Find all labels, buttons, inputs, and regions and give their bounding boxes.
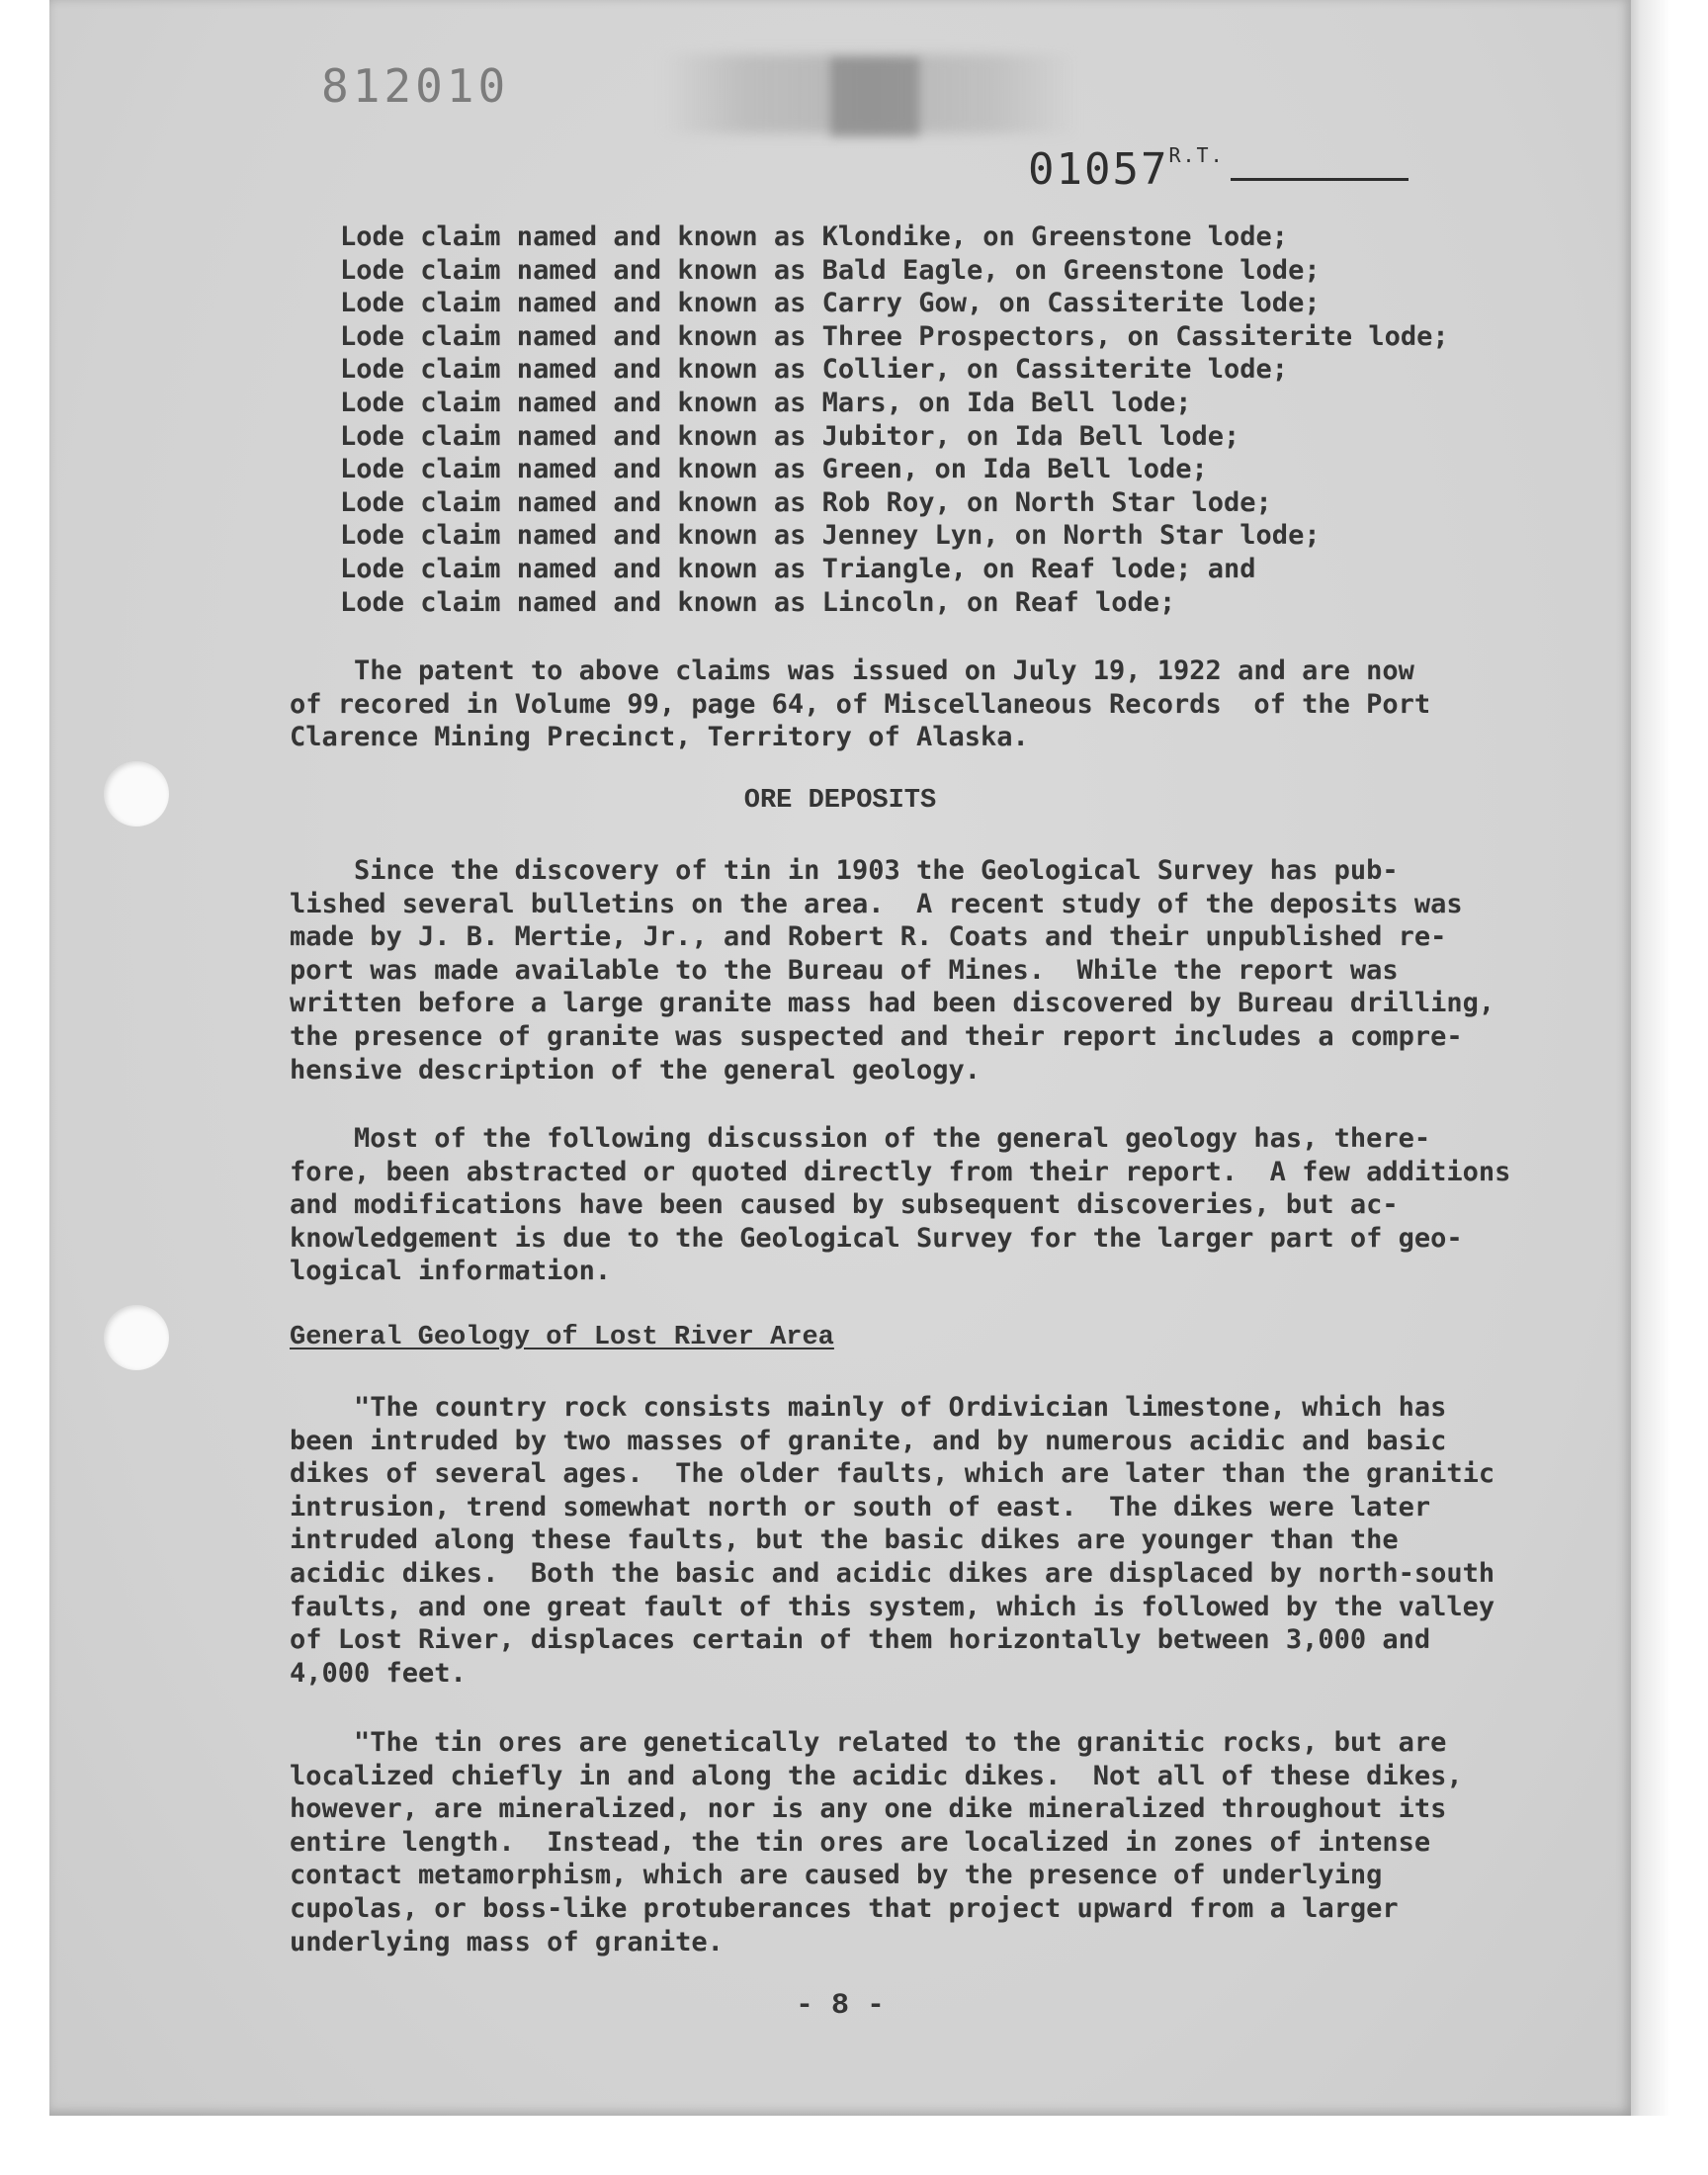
claim-line: Lode claim named and known as Jenney Lyn, on North Star lode; [340, 520, 1321, 552]
text-line: written before a large granite mass had been discovered by Bureau drilling, [290, 988, 1495, 1019]
document-number [1028, 143, 1225, 195]
text-line: lished several bulletins on the area. A recent study of the deposits was [290, 888, 1463, 919]
text-line: "The tin ores are genetically related to the granitic rocks, but are [290, 1727, 1447, 1758]
text-line: Since the discovery of tin in 1903 the Geological Survey has pub- [290, 855, 1399, 886]
text-line: contact metamorphism, which are caused by the presence of underlying [290, 1860, 1383, 1891]
text-line: fore, been abstracted or quoted directly from their report. A few additions [290, 1156, 1511, 1187]
text-line: of recored in Volume 99, page 64, of Miscellaneous Records of the Port [290, 688, 1431, 720]
page-number: - 8 - [795, 1989, 885, 2023]
claim-line: Lode claim named and known as Klondike, on Greenstone lode; [340, 221, 1289, 252]
text-line: The patent to above claims was issued on July 19, 1922 and are now [290, 655, 1414, 686]
document-number-line [1231, 178, 1409, 181]
text-line: of Lost River, displaces certain of them horizontally between 3,000 and [290, 1624, 1431, 1656]
text-line: dikes of several ages. The older faults, which are later than the granitic [290, 1458, 1495, 1490]
text-line: "The country rock consists mainly of Ordivician limestone, which has [290, 1392, 1447, 1423]
text-line: intrusion, trend somewhat north or south of east. The dikes were later [290, 1491, 1431, 1522]
document-page [49, 0, 1631, 2116]
text-line: entire length. Instead, the tin ores are localized in zones of intense [290, 1826, 1431, 1858]
text-line: Most of the following discussion of the general geology has, there- [290, 1123, 1431, 1154]
text-line: underlying mass of granite. [290, 1926, 724, 1958]
text-line: acidic dikes. Both the basic and acidic dikes are displaced by north-south [290, 1557, 1495, 1589]
claim-line: Lode claim named and known as Collier, on Cassiterite lode; [340, 354, 1289, 386]
patent-paragraph [290, 654, 1430, 754]
text-line: Clarence Mining Precinct, Territory of Alaska. [290, 722, 1029, 753]
text-line: intruded along these faults, but the basic dikes are younger than the [290, 1524, 1399, 1556]
tin-ores-paragraph [290, 1726, 1463, 1958]
text-line: localized chiefly in and along the acidic dikes. Not all of these dikes, [290, 1760, 1463, 1791]
discovery-paragraph [290, 854, 1494, 1087]
text-line: knowledgement is due to the Geological Survey for the larger part of geo- [290, 1222, 1463, 1254]
scan-margin-bottom [0, 2116, 1708, 2175]
document-number-main: 01057 [1028, 144, 1169, 195]
claim-line: Lode claim named and known as Carry Gow, on Cassiterite lode; [340, 288, 1321, 319]
text-line: made by J. B. Mertie, Jr., and Robert R. Coats and their unpublished re- [290, 921, 1447, 953]
text-line: logical information. [290, 1256, 612, 1287]
text-line: however, are mineralized, nor is any one dike mineralized throughout its [290, 1793, 1447, 1825]
country-rock-paragraph [290, 1391, 1494, 1690]
text-line: the presence of granite was suspected and their report includes a compre- [290, 1020, 1463, 1052]
text-line: and modifications have been caused by subsequent discoveries, but ac- [290, 1189, 1399, 1221]
punch-hole-lower [104, 1305, 169, 1370]
text-line: faults, and one great fault of this system, which is followed by the valley [290, 1591, 1495, 1622]
claim-line: Lode claim named and known as Green, on Ida Bell lode; [340, 454, 1208, 485]
text-line: 4,000 feet. [290, 1657, 467, 1689]
claim-line: Lode claim named and known as Rob Roy, on North Star lode; [340, 486, 1272, 518]
redacted-smudge-dark [830, 57, 919, 136]
discussion-paragraph [290, 1122, 1510, 1288]
scan-margin-right [1631, 0, 1708, 2175]
heading-ore-deposits: ORE DEPOSITS [743, 786, 937, 816]
archive-stamp-number: 812010 [321, 59, 510, 113]
document-number-suffix: R.T. [1168, 143, 1225, 167]
lode-claims-list [340, 220, 1449, 619]
text-line: cupolas, or boss-like protuberances that project upward from a larger [290, 1892, 1399, 1924]
claim-line: Lode claim named and known as Lincoln, on Reaf lode; [340, 586, 1176, 618]
heading-general-geology: General Geology of Lost River Area [290, 1323, 834, 1352]
text-line: port was made available to the Bureau of Mines. While the report was [290, 954, 1399, 986]
claim-line: Lode claim named and known as Mars, on Ida Bell lode; [340, 387, 1192, 418]
claim-line: Lode claim named and known as Triangle, on Reaf lode; and [340, 553, 1256, 584]
claim-line: Lode claim named and known as Jubitor, on Ida Bell lode; [340, 420, 1240, 452]
text-line: hensive description of the general geology. [290, 1054, 981, 1086]
claim-line: Lode claim named and known as Three Prospectors, on Cassiterite lode; [340, 320, 1449, 352]
claim-line: Lode claim named and known as Bald Eagle, on Greenstone lode; [340, 254, 1321, 286]
text-line: been intruded by two masses of granite, and by numerous acidic and basic [290, 1425, 1447, 1456]
